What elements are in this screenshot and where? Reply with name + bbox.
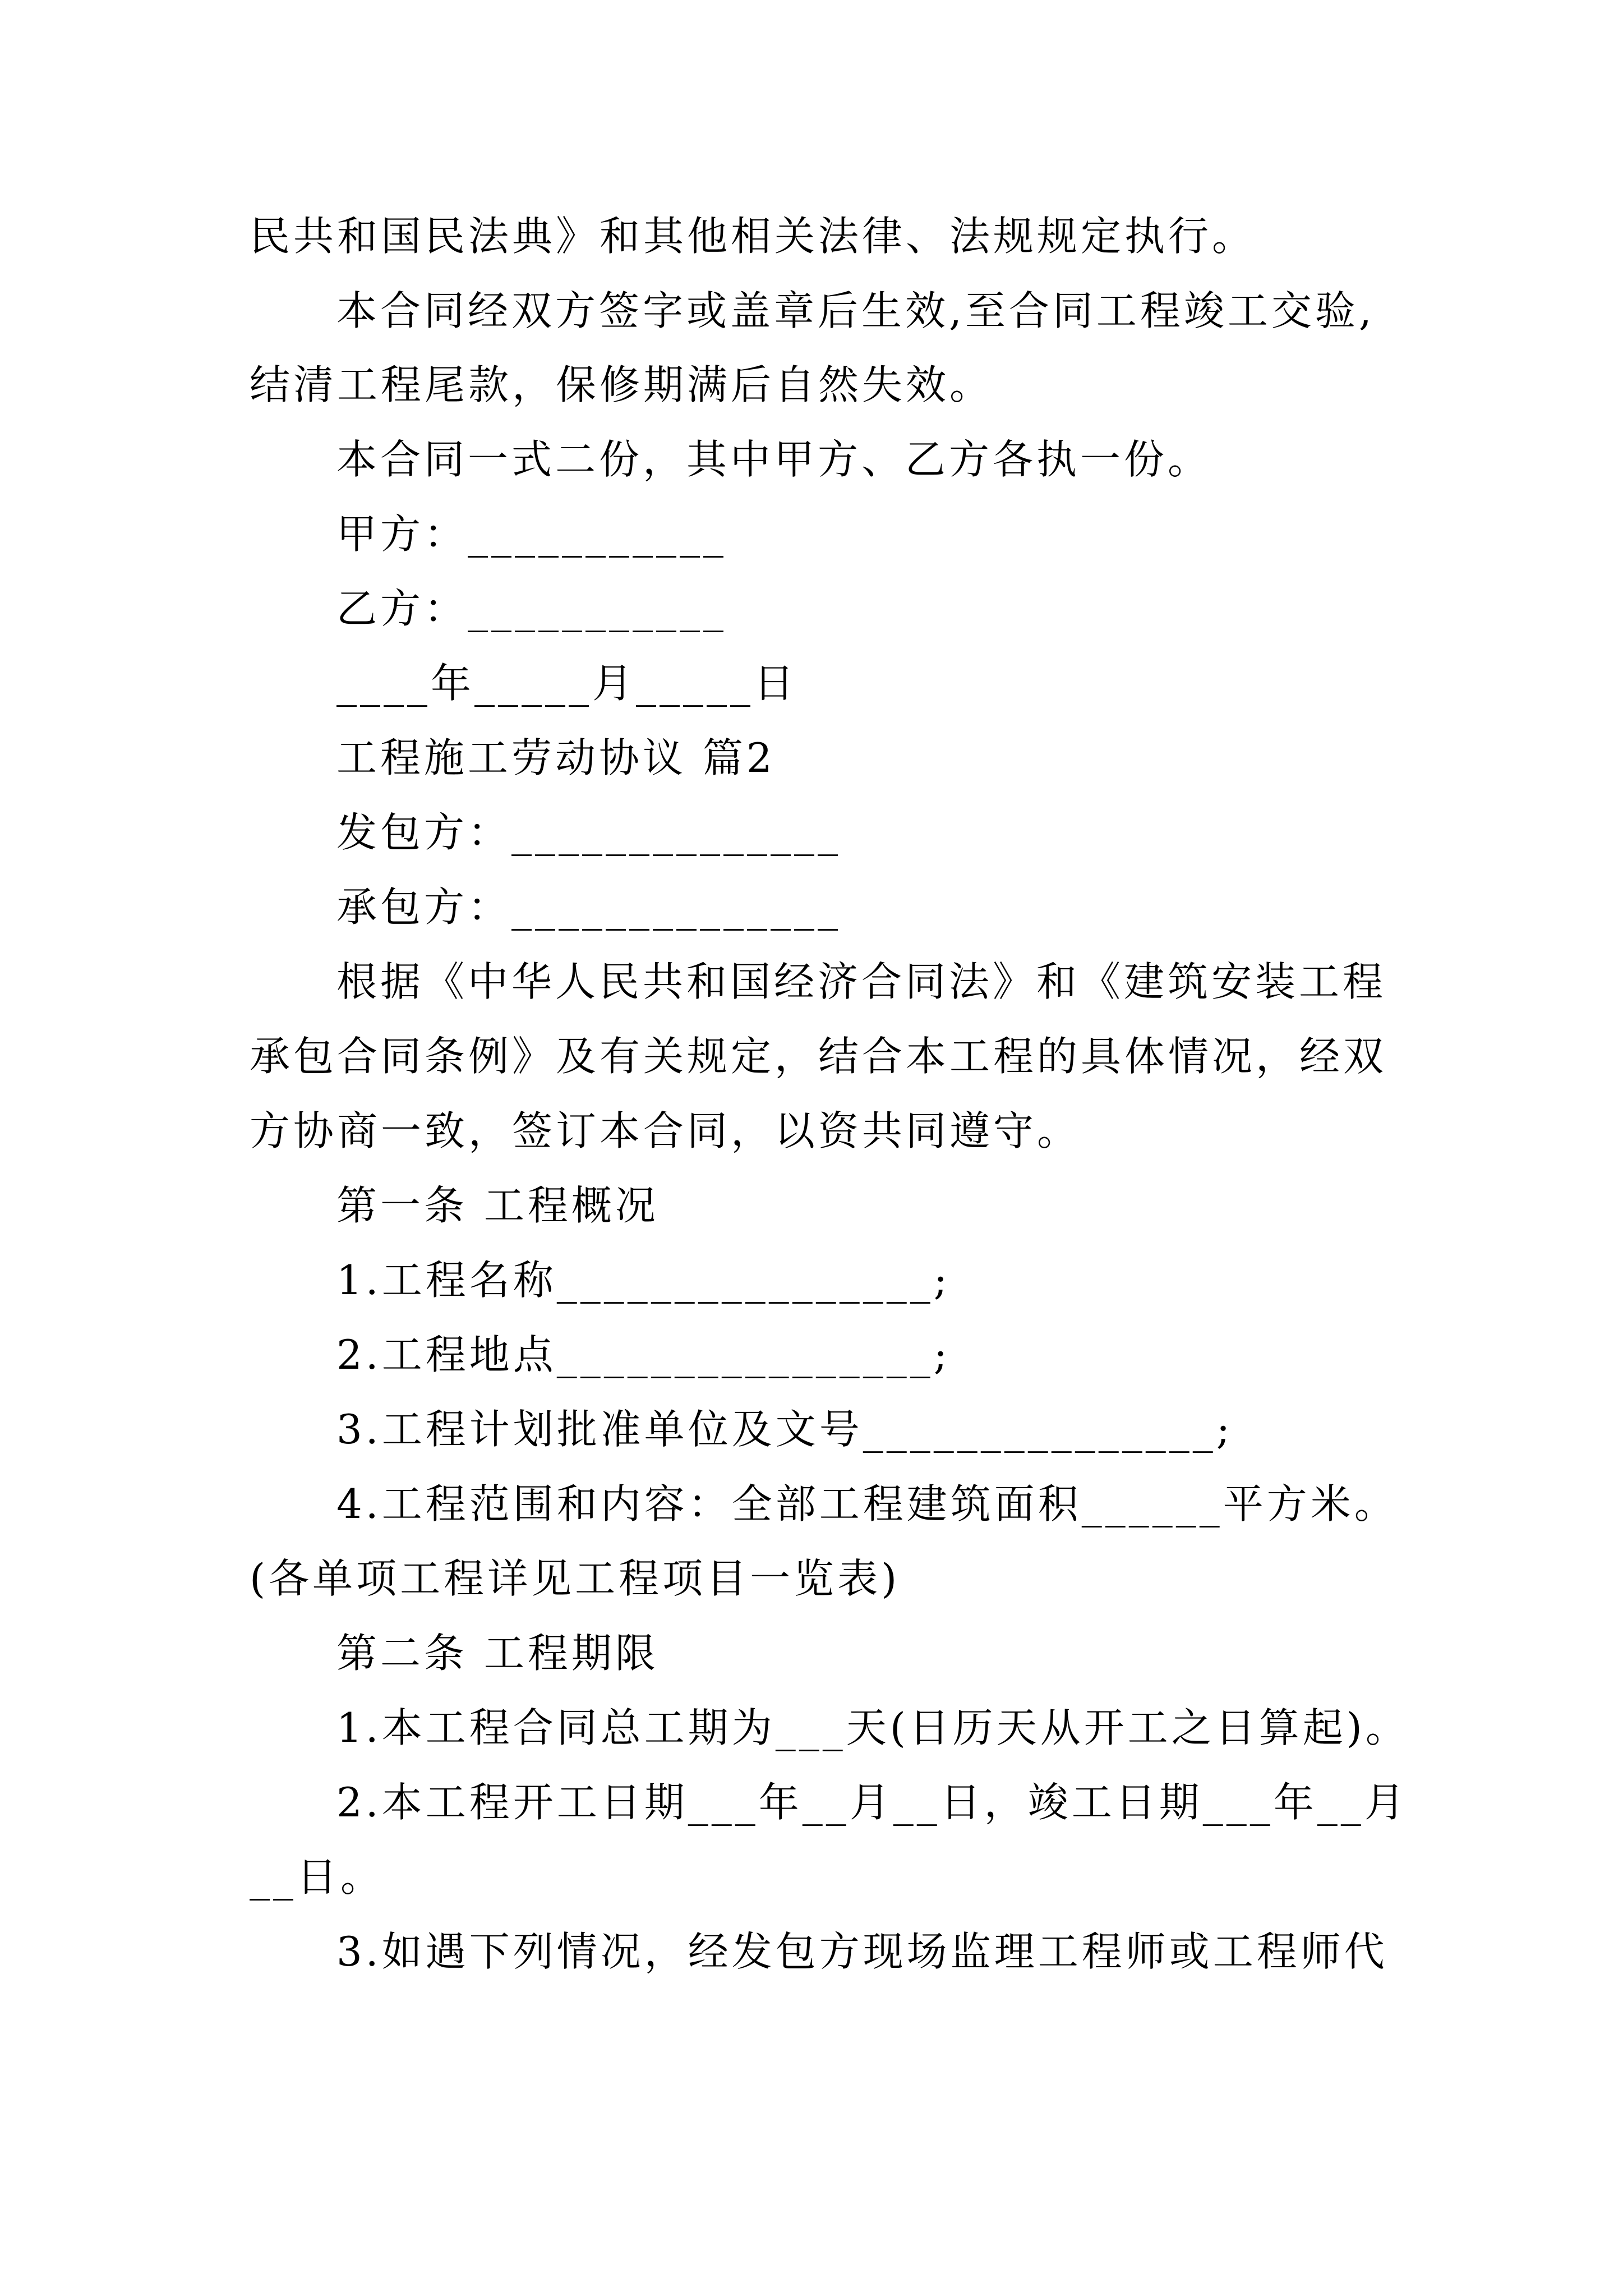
- list-item: 2.工程地点________________;: [336, 1331, 951, 1378]
- text-line: 承包合同条例》及有关规定，结合本工程的具体情况，经双: [250, 1033, 1387, 1080]
- signature-line-party-a: 甲方：___________: [336, 510, 727, 558]
- text-line: __日。: [250, 1853, 385, 1901]
- text-line: 本合同一式二份，其中甲方、乙方各执一份。: [336, 436, 1212, 483]
- text-line: 根据《中华人民共和国经济合同法》和《建筑安装工程: [336, 958, 1387, 1005]
- list-item: 3.如遇下列情况，经发包方现场监理工程师或工程师代: [336, 1928, 1388, 1975]
- text-line: (各单项工程详见工程项目一览表): [250, 1555, 901, 1602]
- text-line: 结清工程尾款，保修期满后自然失效。: [250, 361, 994, 408]
- text-line: 方协商一致，签订本合同，以资共同遵守。: [250, 1107, 1081, 1154]
- list-item: 4.工程范围和内容：全部工程建筑面积______平方米。: [336, 1480, 1398, 1527]
- party-line-employer: 发包方：______________: [336, 809, 842, 856]
- section-heading: 工程施工劳动协议 篇2: [336, 734, 776, 781]
- list-item: 2.本工程开工日期___年__月__日，竣工日期___年__月: [336, 1779, 1408, 1826]
- list-item: 1.工程名称________________;: [336, 1257, 951, 1304]
- party-line-contractor: 承包方：______________: [336, 884, 842, 931]
- signature-line-party-b: 乙方：___________: [336, 585, 727, 632]
- list-item: 1.本工程合同总工期为___天(日历天从开工之日算起)。: [336, 1704, 1409, 1751]
- date-line: ____年_____月_____日: [336, 660, 798, 707]
- list-item: 3.工程计划批准单位及文号_______________;: [336, 1406, 1233, 1453]
- article-heading: 第二条 工程期限: [336, 1630, 659, 1677]
- text-line: 民共和国民法典》和其他相关法律、法规规定执行。: [250, 213, 1256, 260]
- text-line: 本合同经双方签字或盖章后生效,至合同工程竣工交验,: [336, 287, 1375, 334]
- article-heading: 第一条 工程概况: [336, 1182, 659, 1229]
